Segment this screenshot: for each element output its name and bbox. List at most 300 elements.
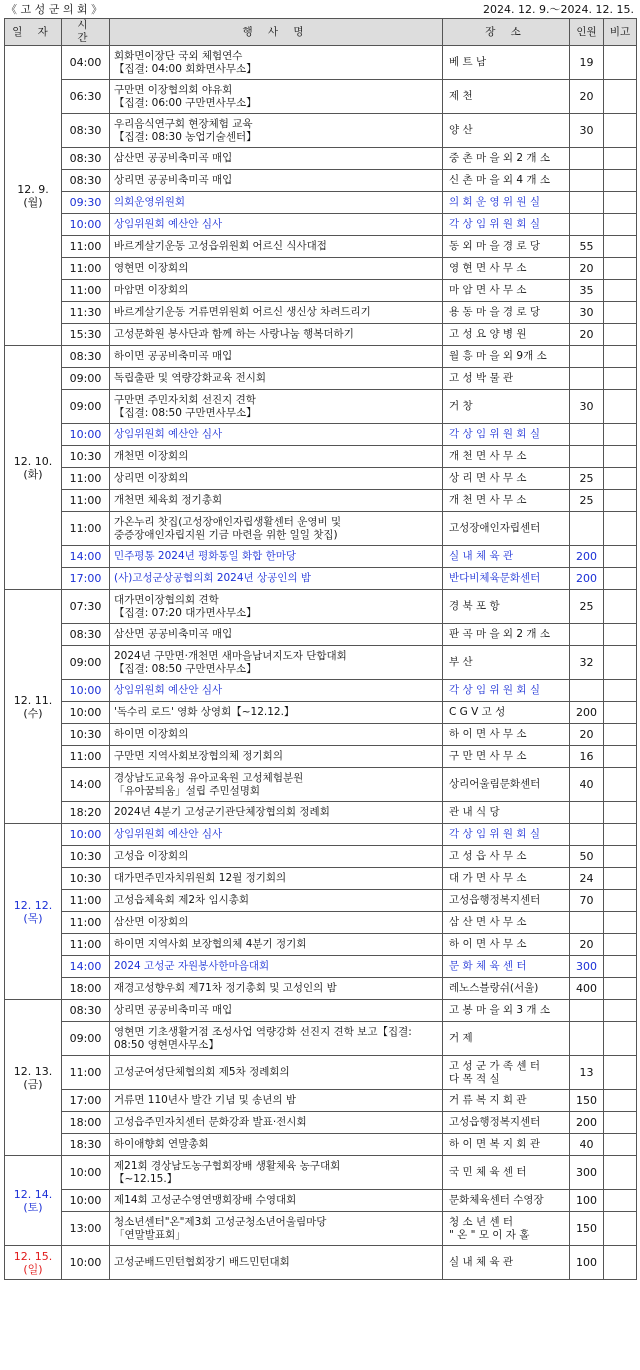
schedule-row — [5, 978, 637, 1000]
event-time: 11:00 — [62, 746, 110, 768]
day-date: 12. 9. — [17, 182, 49, 196]
event-name: 하이애향회 연말총회 — [110, 1134, 443, 1156]
event-note — [604, 724, 637, 746]
event-time: 11:00 — [62, 490, 110, 512]
event-note — [604, 1212, 637, 1246]
event-people — [570, 802, 604, 824]
event-people: 55 — [570, 236, 604, 258]
day-weekday: (금) — [23, 1077, 43, 1091]
event-place: 고성장애인자립센터 — [443, 512, 570, 546]
event-name: 고성읍주민자치센터 문화강좌 발표·전시회 — [110, 1112, 443, 1134]
schedule-row — [5, 490, 637, 512]
event-name: 상임위원회 예산안 심사 — [110, 214, 443, 236]
event-place: 반다비체육문화센터 — [443, 568, 570, 590]
event-time: 18:20 — [62, 802, 110, 824]
event-place: 고 성 박 물 관 — [443, 368, 570, 390]
event-note — [604, 302, 637, 324]
day-weekday: (수) — [23, 706, 43, 720]
event-note — [604, 624, 637, 646]
event-time: 17:00 — [62, 568, 110, 590]
schedule-row — [5, 680, 637, 702]
schedule-row — [5, 324, 637, 346]
event-note — [604, 1156, 637, 1190]
event-note — [604, 346, 637, 368]
event-note — [604, 446, 637, 468]
event-place: 부 산 — [443, 646, 570, 680]
event-time: 09:00 — [62, 368, 110, 390]
event-place: 거 제 — [443, 1022, 570, 1056]
event-place: 양 산 — [443, 114, 570, 148]
event-name: 고성읍체육회 제2차 임시총회 — [110, 890, 443, 912]
event-people: 20 — [570, 934, 604, 956]
schedule-row — [5, 170, 637, 192]
event-time: 09:30 — [62, 192, 110, 214]
event-people: 40 — [570, 1134, 604, 1156]
event-people: 25 — [570, 490, 604, 512]
day-cell — [5, 590, 62, 824]
schedule-row — [5, 1022, 637, 1056]
event-place: 실 내 체 육 관 — [443, 1246, 570, 1280]
schedule-row — [5, 424, 637, 446]
event-people: 25 — [570, 590, 604, 624]
event-name: 고성군배드민턴협회장기 배드민턴대회 — [110, 1246, 443, 1280]
event-name: 고성군여성단체협의회 제5차 정례회의 — [110, 1056, 443, 1090]
event-place: 각 상 임 위 원 회 실 — [443, 824, 570, 846]
event-time: 10:00 — [62, 824, 110, 846]
schedule-row — [5, 1134, 637, 1156]
schedule-row — [5, 368, 637, 390]
event-note — [604, 390, 637, 424]
date-range: 2024. 12. 9.～2024. 12. 15. — [483, 3, 634, 16]
event-people: 25 — [570, 468, 604, 490]
schedule-row — [5, 702, 637, 724]
event-time: 10:00 — [62, 424, 110, 446]
event-people — [570, 1022, 604, 1056]
event-note — [604, 236, 637, 258]
event-place: 중 촌 마 을 외 2 개 소 — [443, 148, 570, 170]
event-name: 고성문화원 봉사단과 함께 하는 사랑나눔 행복더하기 — [110, 324, 443, 346]
event-note — [604, 868, 637, 890]
event-note — [604, 824, 637, 846]
event-name: 상리면 이장회의 — [110, 468, 443, 490]
col-note: 비고 — [604, 19, 637, 46]
event-name: 상임위원회 예산안 심사 — [110, 824, 443, 846]
event-name: 2024년 구만면·개천면 새마을남녀지도자 단합대회 【집결: 08:50 구만면사무소】 — [110, 646, 443, 680]
event-name: 상리면 공공비축미곡 매입 — [110, 1000, 443, 1022]
schedule-row — [5, 446, 637, 468]
schedule-row — [5, 624, 637, 646]
event-people: 20 — [570, 80, 604, 114]
event-people: 19 — [570, 46, 604, 80]
event-place: 상리어울림문화센터 — [443, 768, 570, 802]
event-time: 18:00 — [62, 978, 110, 1000]
event-name: 독립출판 및 역량강화교육 전시회 — [110, 368, 443, 390]
event-name: 개천면 체육회 정기총회 — [110, 490, 443, 512]
event-people — [570, 912, 604, 934]
event-note — [604, 1190, 637, 1212]
document-header — [0, 0, 640, 18]
day-cell — [5, 1156, 62, 1246]
event-name: 영현면 이장회의 — [110, 258, 443, 280]
event-people: 20 — [570, 324, 604, 346]
event-name: 삼산면 이장회의 — [110, 912, 443, 934]
event-time: 11:00 — [62, 468, 110, 490]
schedule-row — [5, 1090, 637, 1112]
event-place: 개 천 면 사 무 소 — [443, 446, 570, 468]
event-time: 10:00 — [62, 1190, 110, 1212]
event-place: 고 성 요 양 병 원 — [443, 324, 570, 346]
event-people — [570, 512, 604, 546]
event-time: 04:00 — [62, 46, 110, 80]
event-people: 200 — [570, 568, 604, 590]
event-people: 35 — [570, 280, 604, 302]
event-people: 150 — [570, 1090, 604, 1112]
event-name: 민주평통 2024년 평화통일 화합 한마당 — [110, 546, 443, 568]
day-date: 12. 11. — [13, 693, 53, 707]
event-name: 바르게살기운동 거류면위원회 어르신 생신상 차려드리기 — [110, 302, 443, 324]
event-name: 2024년 4분기 고성군기관단체장협의회 정례회 — [110, 802, 443, 824]
event-note — [604, 148, 637, 170]
schedule-row — [5, 390, 637, 424]
schedule-row — [5, 568, 637, 590]
event-people — [570, 446, 604, 468]
event-note — [604, 490, 637, 512]
schedule-row — [5, 46, 637, 80]
schedule-row — [5, 512, 637, 546]
schedule-row — [5, 724, 637, 746]
event-note — [604, 846, 637, 868]
event-people: 200 — [570, 546, 604, 568]
schedule-row — [5, 846, 637, 868]
schedule-row — [5, 912, 637, 934]
event-people: 20 — [570, 724, 604, 746]
event-people: 13 — [570, 1056, 604, 1090]
event-note — [604, 468, 637, 490]
council-title: 《 고 성 군 의 회 》 — [6, 3, 103, 16]
event-time: 10:00 — [62, 702, 110, 724]
event-people: 70 — [570, 890, 604, 912]
event-name: 하이면 이장회의 — [110, 724, 443, 746]
event-name: '독수리 로드' 영화 상영회【~12.12.】 — [110, 702, 443, 724]
event-time: 10:30 — [62, 846, 110, 868]
event-name: 상리면 공공비축미곡 매입 — [110, 170, 443, 192]
event-time: 07:30 — [62, 590, 110, 624]
schedule-row — [5, 590, 637, 624]
schedule-row — [5, 1246, 637, 1280]
schedule-row — [5, 868, 637, 890]
event-note — [604, 590, 637, 624]
event-name: 제21회 경상남도농구협회장배 생활체육 농구대회 【~12.15.】 — [110, 1156, 443, 1190]
event-note — [604, 280, 637, 302]
event-people: 24 — [570, 868, 604, 890]
schedule-table — [4, 18, 637, 1280]
event-place: 월 흥 마 을 외 9개 소 — [443, 346, 570, 368]
event-place: C G V 고 성 — [443, 702, 570, 724]
day-cell — [5, 824, 62, 1000]
event-note — [604, 192, 637, 214]
col-event: 행 사 명 — [110, 19, 443, 46]
event-place: 하 이 면 사 무 소 — [443, 934, 570, 956]
schedule-row — [5, 546, 637, 568]
event-time: 08:30 — [62, 346, 110, 368]
schedule-row — [5, 214, 637, 236]
event-time: 08:30 — [62, 624, 110, 646]
event-name: 대가면주민자치위원회 12월 정기회의 — [110, 868, 443, 890]
event-place: 레노스블랑쉬(서울) — [443, 978, 570, 1000]
event-name: 거류면 110년사 발간 기념 및 송년의 밤 — [110, 1090, 443, 1112]
event-name: 하이면 공공비축미곡 매입 — [110, 346, 443, 368]
schedule-row — [5, 746, 637, 768]
day-date: 12. 12. — [13, 898, 53, 912]
event-name: 구만면 지역사회보장협의체 정기회의 — [110, 746, 443, 768]
event-name: 영현면 기초생활거점 조성사업 역량강화 선진지 견학 보고【집결: 08:50 영현면사무소】 — [110, 1022, 443, 1056]
event-time: 10:30 — [62, 724, 110, 746]
event-place: 실 내 체 육 관 — [443, 546, 570, 568]
event-note — [604, 546, 637, 568]
event-people — [570, 624, 604, 646]
event-place: 문 화 체 육 센 터 — [443, 956, 570, 978]
event-people: 30 — [570, 390, 604, 424]
event-name: 의회운영위원회 — [110, 192, 443, 214]
day-cell — [5, 46, 62, 346]
event-time: 18:30 — [62, 1134, 110, 1156]
event-note — [604, 746, 637, 768]
schedule-row — [5, 934, 637, 956]
schedule-row — [5, 1056, 637, 1090]
event-people — [570, 346, 604, 368]
event-name: 개천면 이장회의 — [110, 446, 443, 468]
event-time: 10:00 — [62, 1246, 110, 1280]
event-name: 고성읍 이장회의 — [110, 846, 443, 868]
day-weekday: (목) — [23, 911, 43, 925]
event-note — [604, 956, 637, 978]
event-time: 11:00 — [62, 912, 110, 934]
event-place: 동 외 마 을 경 로 당 — [443, 236, 570, 258]
day-date: 12. 13. — [13, 1064, 53, 1078]
day-weekday: (화) — [23, 467, 43, 481]
event-note — [604, 912, 637, 934]
event-place: 개 천 면 사 무 소 — [443, 490, 570, 512]
schedule-row — [5, 1212, 637, 1246]
event-note — [604, 1022, 637, 1056]
event-note — [604, 424, 637, 446]
event-note — [604, 114, 637, 148]
event-place: 고 성 군 가 족 센 터 다 목 적 실 — [443, 1056, 570, 1090]
event-place: 거 창 — [443, 390, 570, 424]
event-name: 하이면 지역사회 보장협의체 4분기 정기회 — [110, 934, 443, 956]
event-note — [604, 802, 637, 824]
schedule-row — [5, 258, 637, 280]
event-time: 08:30 — [62, 114, 110, 148]
event-place: 마 암 면 사 무 소 — [443, 280, 570, 302]
event-people: 200 — [570, 702, 604, 724]
event-name: 경상남도교육청 유아교육원 고성체험분원 「유아꿈틔움」설립 주민설명회 — [110, 768, 443, 802]
event-time: 11:00 — [62, 512, 110, 546]
event-place: 구 만 면 사 무 소 — [443, 746, 570, 768]
event-time: 09:00 — [62, 390, 110, 424]
event-place: 각 상 임 위 원 회 실 — [443, 214, 570, 236]
event-people: 32 — [570, 646, 604, 680]
event-place: 고 봉 마 을 외 3 개 소 — [443, 1000, 570, 1022]
schedule-row — [5, 346, 637, 368]
event-name: 재경고성향우회 제71차 정기총회 및 고성인의 밤 — [110, 978, 443, 1000]
event-note — [604, 324, 637, 346]
schedule-body — [5, 46, 637, 1280]
event-people: 200 — [570, 1112, 604, 1134]
event-people — [570, 148, 604, 170]
event-name: 청소년센터"온"제3회 고성군청소년어울림마당 「연말발표회」 — [110, 1212, 443, 1246]
event-place: 신 촌 마 을 외 4 개 소 — [443, 170, 570, 192]
event-people: 16 — [570, 746, 604, 768]
event-time: 10:30 — [62, 446, 110, 468]
schedule-row — [5, 468, 637, 490]
event-place: 베 트 남 — [443, 46, 570, 80]
event-note — [604, 702, 637, 724]
event-note — [604, 1112, 637, 1134]
schedule-row — [5, 768, 637, 802]
schedule-row — [5, 236, 637, 258]
event-note — [604, 80, 637, 114]
schedule-row — [5, 192, 637, 214]
event-time: 11:00 — [62, 236, 110, 258]
event-note — [604, 1090, 637, 1112]
event-time: 11:30 — [62, 302, 110, 324]
event-people: 100 — [570, 1246, 604, 1280]
event-place: 하 이 면 복 지 회 관 — [443, 1134, 570, 1156]
event-place: 각 상 임 위 원 회 실 — [443, 424, 570, 446]
schedule-row — [5, 280, 637, 302]
event-time: 14:00 — [62, 768, 110, 802]
event-time: 11:00 — [62, 934, 110, 956]
event-note — [604, 1134, 637, 1156]
day-date: 12. 15. — [13, 1249, 53, 1263]
event-people: 100 — [570, 1190, 604, 1212]
schedule-row — [5, 646, 637, 680]
event-time: 17:00 — [62, 1090, 110, 1112]
event-time: 09:00 — [62, 1022, 110, 1056]
day-cell — [5, 346, 62, 590]
event-people: 30 — [570, 302, 604, 324]
event-note — [604, 978, 637, 1000]
schedule-row — [5, 148, 637, 170]
schedule-row — [5, 80, 637, 114]
day-weekday: (일) — [23, 1262, 43, 1276]
event-people — [570, 368, 604, 390]
event-place: 경 북 포 항 — [443, 590, 570, 624]
event-place: 의 회 운 영 위 원 실 — [443, 192, 570, 214]
event-place: 하 이 면 사 무 소 — [443, 724, 570, 746]
event-people — [570, 214, 604, 236]
event-place: 각 상 임 위 원 회 실 — [443, 680, 570, 702]
event-time: 08:30 — [62, 170, 110, 192]
event-name: 회화면이장단 국외 체험연수 【집결: 04:00 회화면사무소】 — [110, 46, 443, 80]
col-place: 장 소 — [443, 19, 570, 46]
event-place: 대 가 면 사 무 소 — [443, 868, 570, 890]
event-name: 바르게살기운동 고성읍위원회 어르신 식사대접 — [110, 236, 443, 258]
event-name: 상임위원회 예산안 심사 — [110, 424, 443, 446]
event-place: 청 소 년 센 터 " 온 " 모 이 자 홀 — [443, 1212, 570, 1246]
event-note — [604, 1056, 637, 1090]
schedule-row — [5, 302, 637, 324]
day-weekday: (토) — [23, 1200, 43, 1214]
event-people: 400 — [570, 978, 604, 1000]
schedule-row — [5, 956, 637, 978]
event-note — [604, 568, 637, 590]
event-time: 10:00 — [62, 214, 110, 236]
event-name: 가온누리 찻집(고성장애인자립생활센터 운영비 및 중증장애인자립지원 기금 마련을 위한 일일 찻집) — [110, 512, 443, 546]
schedule-row — [5, 1112, 637, 1134]
event-time: 09:00 — [62, 646, 110, 680]
col-people: 인원 — [570, 19, 604, 46]
event-place: 고성읍행정복지센터 — [443, 890, 570, 912]
event-place: 제 천 — [443, 80, 570, 114]
event-time: 13:00 — [62, 1212, 110, 1246]
col-date: 일 자 — [5, 19, 62, 46]
event-note — [604, 368, 637, 390]
event-place: 상 리 면 사 무 소 — [443, 468, 570, 490]
event-place: 삼 산 면 사 무 소 — [443, 912, 570, 934]
event-note — [604, 46, 637, 80]
event-name: 제14회 고성군수영연맹회장배 수영대회 — [110, 1190, 443, 1212]
event-people — [570, 424, 604, 446]
event-time: 11:00 — [62, 258, 110, 280]
event-time: 14:00 — [62, 546, 110, 568]
event-place: 관 내 식 당 — [443, 802, 570, 824]
event-note — [604, 214, 637, 236]
col-time: 시 간 — [62, 19, 110, 46]
event-note — [604, 680, 637, 702]
schedule-row — [5, 890, 637, 912]
event-people: 30 — [570, 114, 604, 148]
event-note — [604, 512, 637, 546]
schedule-row — [5, 1156, 637, 1190]
event-place: 고 성 읍 사 무 소 — [443, 846, 570, 868]
header-row — [5, 19, 637, 46]
event-people: 50 — [570, 846, 604, 868]
event-place: 문화체육센터 수영장 — [443, 1190, 570, 1212]
schedule-row — [5, 1190, 637, 1212]
event-name: 삼산면 공공비축미곡 매입 — [110, 624, 443, 646]
event-people: 300 — [570, 956, 604, 978]
event-note — [604, 1246, 637, 1280]
event-people — [570, 680, 604, 702]
schedule-row — [5, 802, 637, 824]
event-name: 상임위원회 예산안 심사 — [110, 680, 443, 702]
event-note — [604, 646, 637, 680]
event-place: 고성읍행정복지센터 — [443, 1112, 570, 1134]
event-name: (사)고성군상공협의회 2024년 상공인의 밤 — [110, 568, 443, 590]
event-place: 국 민 체 육 센 터 — [443, 1156, 570, 1190]
event-people: 20 — [570, 258, 604, 280]
event-time: 06:30 — [62, 80, 110, 114]
day-date: 12. 10. — [13, 454, 53, 468]
event-time: 11:00 — [62, 280, 110, 302]
event-place: 판 곡 마 을 외 2 개 소 — [443, 624, 570, 646]
event-time: 10:30 — [62, 868, 110, 890]
event-people — [570, 824, 604, 846]
day-cell — [5, 1000, 62, 1156]
event-note — [604, 890, 637, 912]
event-people: 300 — [570, 1156, 604, 1190]
event-name: 구만면 이장협의회 야유회 【집결: 06:00 구만면사무소】 — [110, 80, 443, 114]
event-people: 150 — [570, 1212, 604, 1246]
event-name: 구만면 주민자치회 선진지 견학 【집결: 08:50 구만면사무소】 — [110, 390, 443, 424]
event-note — [604, 768, 637, 802]
event-note — [604, 258, 637, 280]
event-time: 08:30 — [62, 148, 110, 170]
event-place: 거 류 복 지 회 관 — [443, 1090, 570, 1112]
event-name: 마암면 이장회의 — [110, 280, 443, 302]
